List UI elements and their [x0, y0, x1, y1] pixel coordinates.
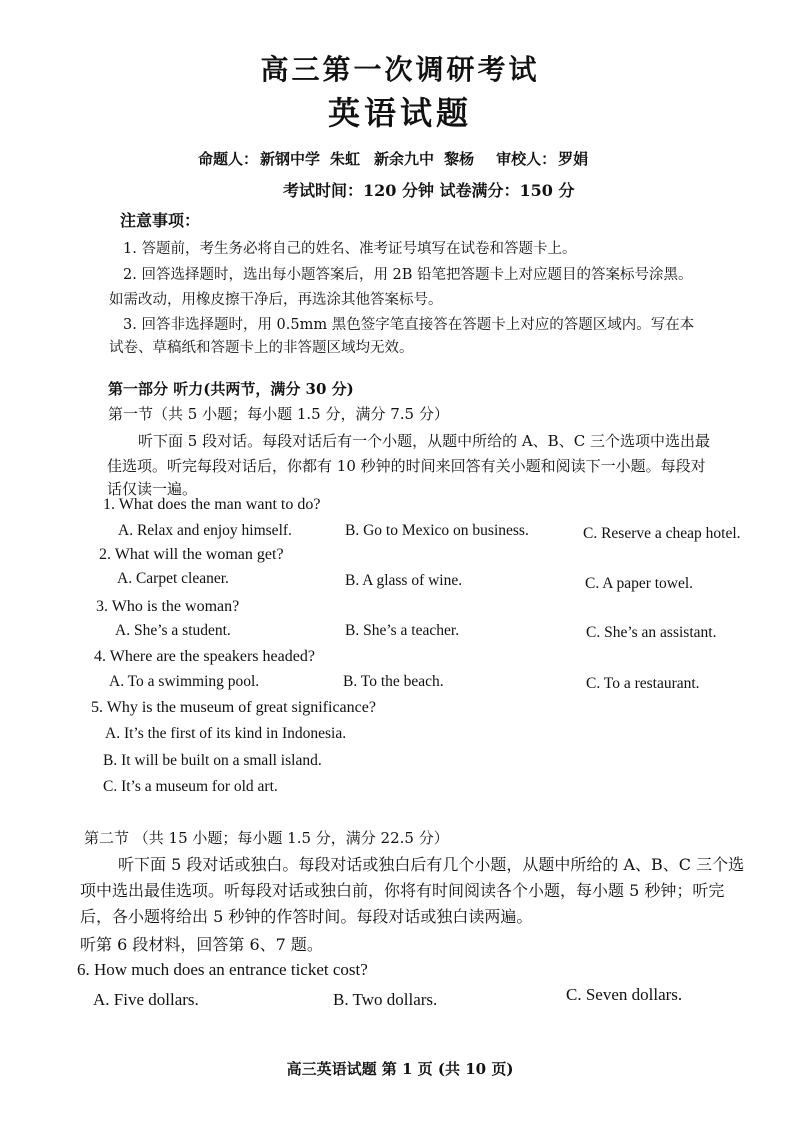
- material-instruction: 听第 6 段材料，回答第 6、7 题。: [80, 935, 323, 954]
- section2-instruction: 听下面 5 段对话或独白。每段对话或独白后有几个小题，从题中所给的 A、B、C 三个选: [118, 855, 745, 874]
- option-c: C. It’s a museum for old art.: [103, 778, 278, 795]
- section2-instruction: 项中选出最佳选项。听每段对话或独白前，你将有时间阅读各个小题，每小题 5 秒钟；听完: [80, 881, 725, 900]
- option-a: A. It’s the first of its kind in Indonesia.: [105, 725, 347, 742]
- option-b: B. She’s a teacher.: [345, 622, 460, 639]
- section1-title: 第一节（共 5 小题；每小题 1.5 分，满分 7.5 分）: [108, 405, 449, 423]
- notice-line: 试卷、草稿纸和答题卡上的非答题区域均无效。: [109, 340, 414, 356]
- option-c: C. To a restaurant.: [586, 675, 700, 692]
- section1-instruction: 听下面 5 段对话。每段对话后有一个小题，从题中所给的 A、B、C 三个选项中选出最: [138, 432, 710, 450]
- setters-line: [198, 148, 598, 169]
- exam-time-info: 考试时间：120 分钟 试卷满分：150 分: [283, 181, 575, 200]
- notice-line: 如需改动，用橡皮擦干净后，再选涂其他答案标号。: [109, 292, 443, 308]
- notice-title: 注意事项：: [120, 211, 201, 230]
- setter2-school: 新余九中: [374, 150, 435, 168]
- question-stem: 1. What does the man want to do?: [103, 496, 321, 513]
- question-stem: 2. What will the woman get?: [99, 546, 284, 563]
- notice-line: 1. 答题前，考生务必将自己的姓名、准考证号填写在试卷和答题卡上。: [123, 241, 577, 257]
- question-stem: 6. How much does an entrance ticket cost?: [77, 960, 368, 979]
- setter2-name: 黎杨: [444, 150, 475, 168]
- option-c: C. A paper towel.: [585, 575, 694, 592]
- option-c: C. Seven dollars.: [566, 985, 683, 1004]
- question-stem: 3. Who is the woman?: [96, 598, 240, 615]
- option-c: C. She’s an assistant.: [586, 624, 717, 641]
- option-a: A. To a swimming pool.: [109, 673, 260, 690]
- section1-instruction: 佳选项。听完每段对话后，你都有 10 秒钟的时间来回答有关小题和阅读下一小题。每段对: [107, 457, 706, 475]
- section1-instruction: 话仅读一遍。: [107, 480, 198, 498]
- option-a: A. Relax and enjoy himself.: [118, 522, 292, 539]
- exam-title: 高三第一次调研考试: [260, 53, 540, 86]
- option-b: B. A glass of wine.: [345, 572, 463, 589]
- section2-title: 第二节 （共 15 小题；每小题 1.5 分，满分 22.5 分）: [84, 829, 449, 847]
- option-b: B. To the beach.: [343, 673, 444, 690]
- question-stem: 5. Why is the museum of great significance?: [91, 699, 376, 716]
- option-b: B. Two dollars.: [333, 990, 438, 1009]
- reviewer-label: 审校人：: [496, 150, 557, 168]
- subject-title: 英语试题: [327, 94, 472, 132]
- page-footer: 高三英语试题 第 1 页 (共 10 页): [286, 1060, 514, 1078]
- option-a: A. She’s a student.: [115, 622, 231, 639]
- option-b: B. Go to Mexico on business.: [345, 522, 529, 539]
- setters-label: 命题人：: [198, 150, 259, 168]
- option-b: B. It will be built on a small island.: [103, 752, 322, 769]
- option-a: A. Carpet cleaner.: [117, 570, 229, 587]
- option-c: C. Reserve a cheap hotel.: [583, 525, 741, 542]
- option-a: A. Five dollars.: [93, 990, 199, 1009]
- section2-instruction: 后，各小题将给出 5 秒钟的作答时间。每段对话或独白读两遍。: [80, 907, 533, 926]
- setter1-school: 新钢中学: [260, 150, 321, 168]
- notice-line: 3. 回答非选择题时，用 0.5mm 黑色签字笔直接答在答题卡上对应的答题区域内。写在本: [123, 317, 695, 333]
- part1-title: 第一部分 听力(共两节，满分 30 分): [108, 380, 354, 398]
- setter1-name: 朱虹: [330, 150, 361, 168]
- question-stem: 4. Where are the speakers headed?: [94, 648, 315, 665]
- reviewer-name: 罗娟: [558, 150, 589, 168]
- notice-line: 2. 回答选择题时，选出每小题答案后，用 2B 铅笔把答题卡上对应题目的答案标号涂黑。: [123, 267, 693, 283]
